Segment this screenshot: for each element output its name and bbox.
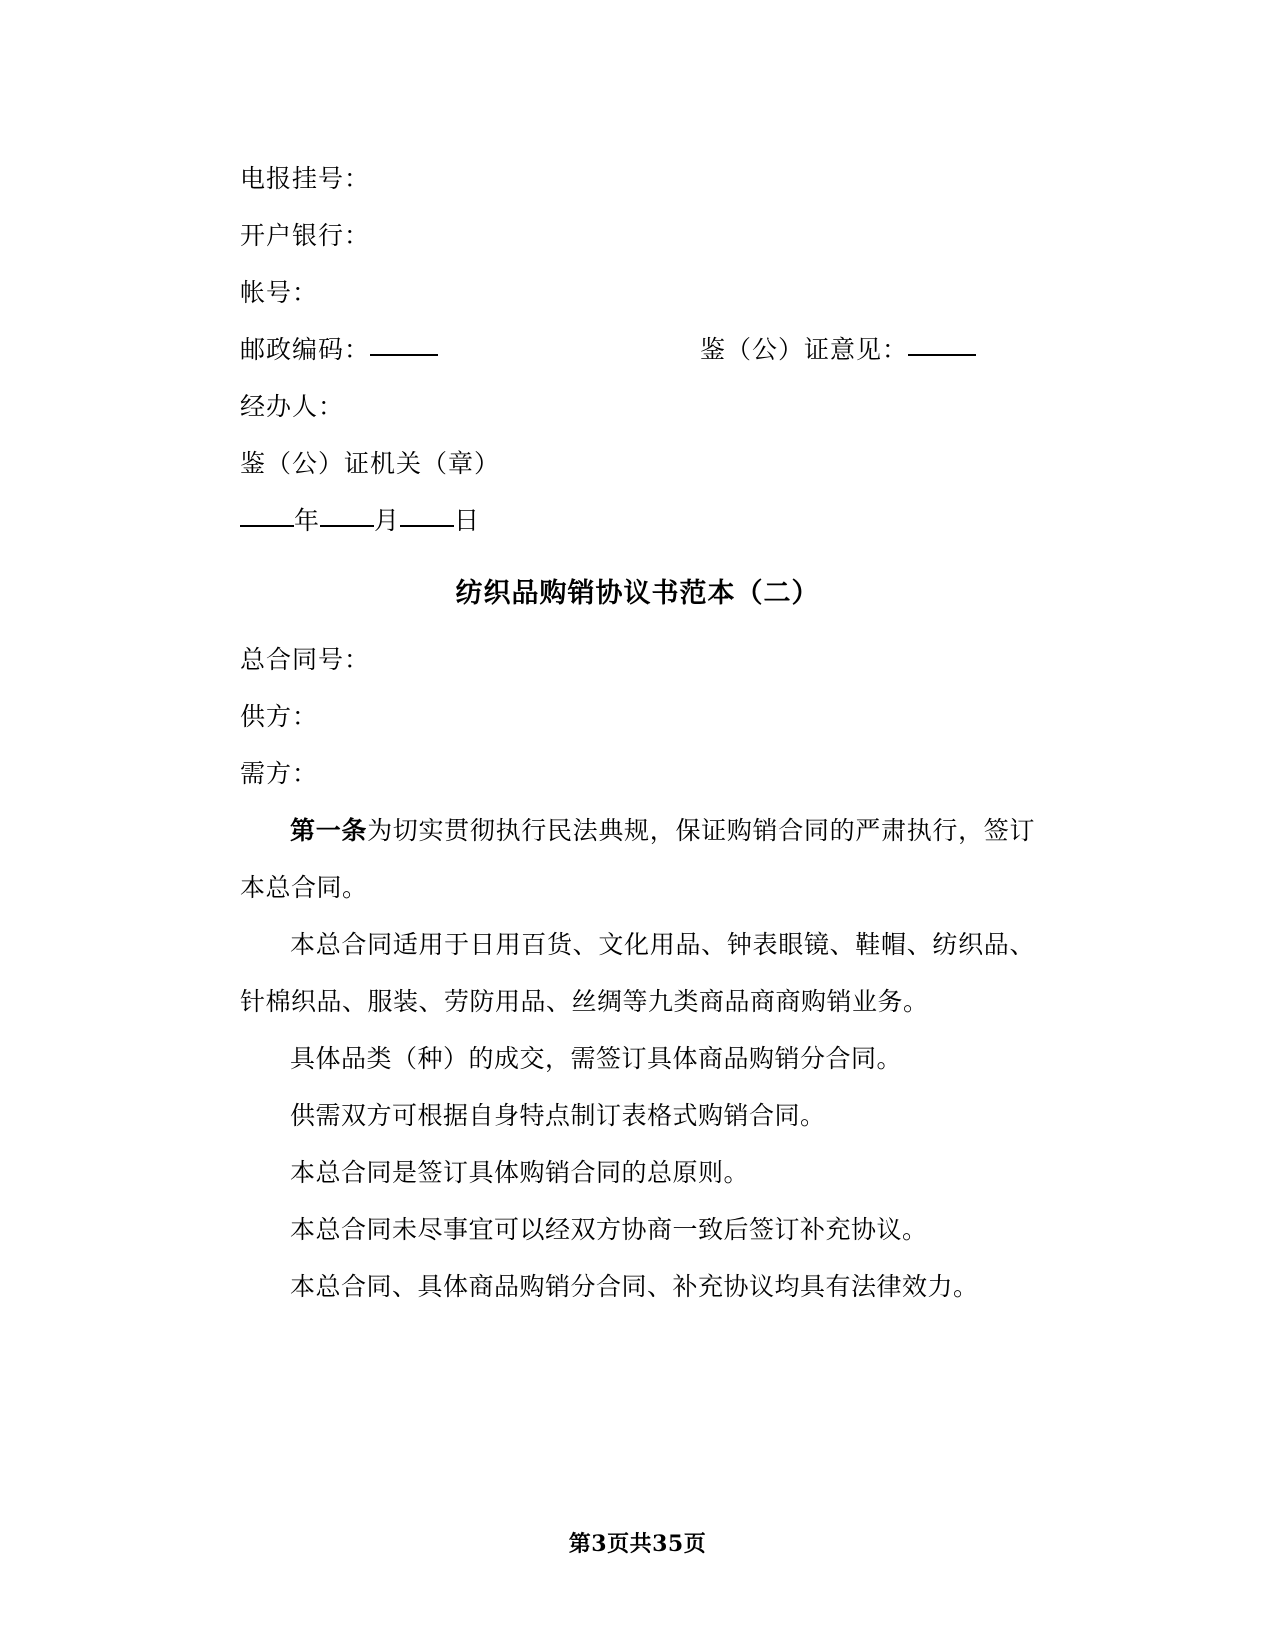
paragraph-general-principle: 本总合同是签订具体购销合同的总原则。 [290,1158,750,1187]
paragraph-legal-effect: 本总合同、具体商品购销分合同、补充协议均具有法律效力。 [290,1272,979,1301]
field-bank-name: 开户银行： [240,221,371,250]
field-postal-code: 邮政编码： [240,321,700,378]
field-date-line: 年 月 日 [240,492,1035,549]
field-notary-authority-seal: 鉴（公）证机关（章） [240,449,501,478]
field-account-number: 帐号： [240,278,319,307]
row-postal-and-notary-opinion [240,321,1035,378]
field-notary-opinion: 鉴（公）证意见： [700,321,976,378]
field-handler: 经办人： [240,392,345,421]
clause-one-text: 为切实贯彻执行民法典规，保证购销合同的严肃执行，签订本总合同。 [240,816,1035,902]
paragraph-supplementary-agreement: 本总合同未尽事宜可以经双方协商一致后签订补充协议。 [290,1215,928,1244]
field-master-contract-number: 总合同号： [240,645,371,674]
page-footer: 第3页共35页 [568,1531,707,1557]
paragraph-form-contract: 供需双方可根据自身特点制订表格式购销合同。 [290,1101,826,1130]
postal-code-blank [370,354,438,356]
clause-one [240,802,1035,916]
paragraph-sub-contract: 具体品类（种）的成交，需签订具体商品购销分合同。 [290,1044,903,1073]
field-buyer: 需方： [240,759,319,788]
month-blank [320,525,374,527]
page-title: 纺织品购销协议书范本（二） [455,578,820,609]
field-supplier: 供方： [240,702,319,731]
year-blank [240,525,294,527]
notary-opinion-blank [908,354,976,356]
field-telegram-code: 电报挂号： [240,164,371,193]
day-blank [400,525,454,527]
paragraph-scope: 本总合同适用于日用百货、文化用品、钟表眼镜、鞋帽、纺织品、针棉织品、服装、劳防用品、丝绸等九类商品商商购销业务。 [240,930,1035,1016]
clause-one-label: 第一条 [290,816,368,845]
